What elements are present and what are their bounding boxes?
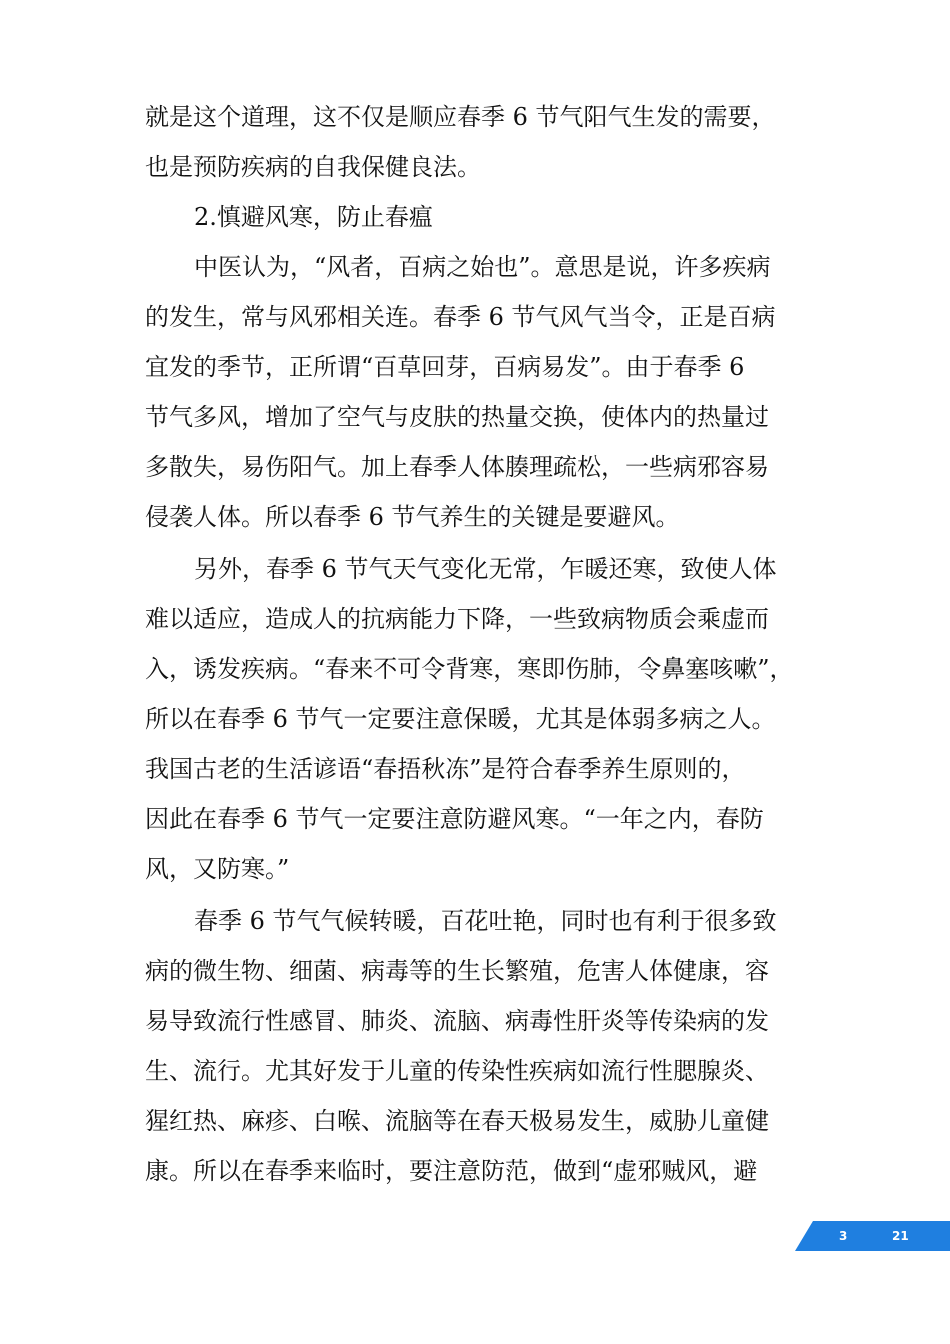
- text-line-8: 多散失，易伤阳气。加上春季人体腠理疏松，一些病邪容易: [145, 453, 769, 481]
- text-line-9: 侵袭人体。所以春季 6 节气养生的关键是要避风。: [145, 503, 680, 531]
- text-line-22: 康。所以在春季来临时，要注意防范，做到“虚邪贼风，避: [145, 1157, 758, 1185]
- text-line-11: 难以适应，造成人的抗病能力下降，一些致病物质会乘虚而: [145, 605, 769, 633]
- text-line-7: 节气多风，增加了空气与皮肤的热量交换，使体内的热量过: [145, 403, 769, 431]
- text-line-12: 入，诱发疾病。“春来不可令背寒，寒即伤肺，令鼻塞咳嗽”，: [145, 655, 794, 683]
- text-line-19: 易导致流行性感冒、肺炎、流脑、病毒性肝炎等传染病的发: [145, 1007, 769, 1035]
- text-line-1: 就是这个道理，这不仅是顺应春季 6 节气阳气生发的需要，: [145, 103, 776, 131]
- text-line-18: 病的微生物、细菌、病毒等的生长繁殖，危害人体健康，容: [145, 957, 769, 985]
- current-page-number: 3: [839, 1229, 848, 1243]
- page-badge-shape: [795, 1221, 950, 1251]
- text-line-2: 也是预防疾病的自我保健良法。: [145, 153, 481, 181]
- section-heading: 2.慎避风寒，防止春瘟: [194, 203, 433, 231]
- text-line-5: 的发生，常与风邪相关连。春季 6 节气风气当令，正是百病: [145, 303, 776, 331]
- text-line-21: 猩红热、麻疹、白喉、流脑等在春天极易发生，威胁儿童健: [145, 1107, 769, 1135]
- text-line-20: 生、流行。尤其好发于儿童的传染性疾病如流行性腮腺炎、: [145, 1057, 769, 1085]
- text-line-17: 春季 6 节气气候转暖，百花吐艳，同时也有利于很多致: [194, 907, 777, 935]
- text-line-4: 中医认为，“风者，百病之始也”。意思是说，许多疾病: [194, 253, 771, 281]
- text-line-6: 宜发的季节，正所谓“百草回芽，百病易发”。由于春季 6: [145, 353, 745, 381]
- text-line-15: 因此在春季 6 节气一定要注意防避风寒。“一年之内，春防: [145, 805, 764, 833]
- text-line-10: 另外，春季 6 节气天气变化无常，乍暖还寒，致使人体: [194, 555, 777, 583]
- text-line-16: 风，又防寒。”: [145, 855, 290, 883]
- document-body: [145, 92, 810, 1196]
- text-line-14: 我国古老的生活谚语“春捂秋冻”是符合春季养生原则的，: [145, 755, 746, 783]
- page-number-badge: [795, 1221, 950, 1251]
- total-pages: 21: [892, 1229, 909, 1243]
- text-line-13: 所以在春季 6 节气一定要注意保暖，尤其是体弱多病之人。: [145, 705, 776, 733]
